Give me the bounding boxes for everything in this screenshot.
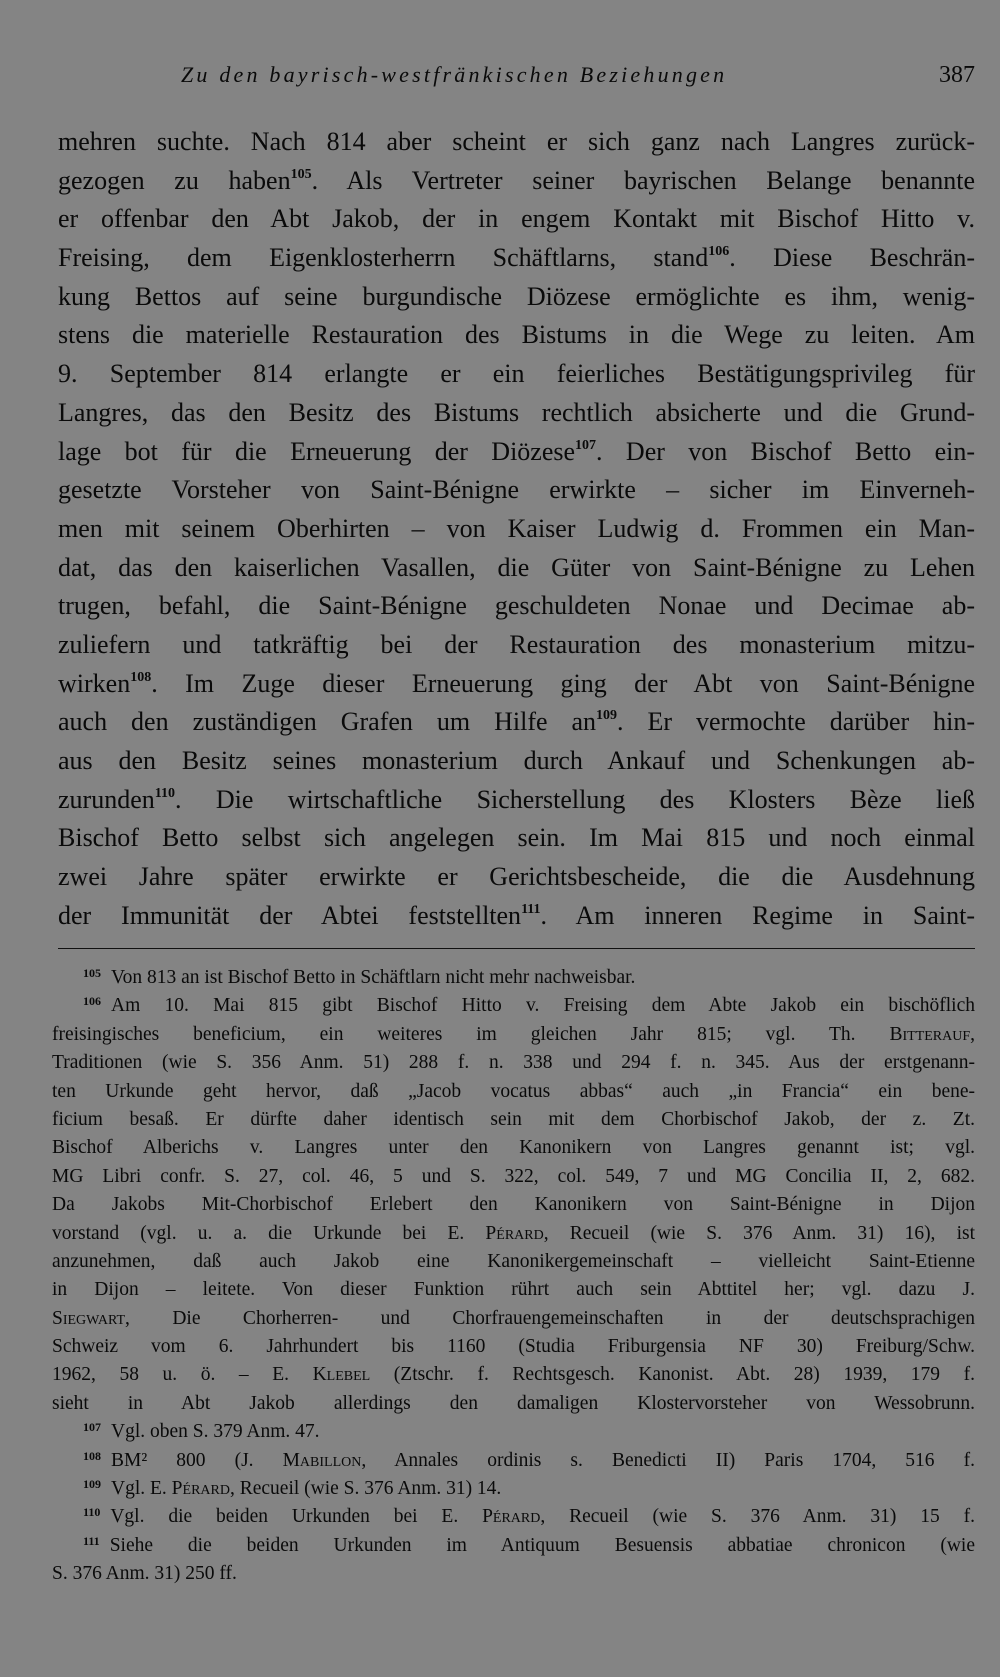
footnote-line <box>52 1163 975 1191</box>
text-run: , Recueil (wie S. 376 Anm. 31) 14. <box>229 1478 502 1500</box>
footnote-reference: 108 <box>130 669 152 685</box>
text-line <box>58 394 975 433</box>
text-run: stens die materielle Restauration des Bistums in die Wege zu leiten. Am <box>58 320 975 350</box>
text-run: ten Urkunde geht hervor, daß „Jacob vocatus abbas“ auch „in Francia“ ein bene- <box>52 1080 975 1102</box>
text-run: . Im Zuge dieser Erneuerung ging der Abt von Saint-Bénigne <box>151 668 975 698</box>
text-run: . Diese Beschrän- <box>729 243 975 273</box>
text-run: . Der von Bischof Betto ein- <box>596 436 976 466</box>
footnote-line <box>52 1276 975 1304</box>
text-line <box>58 703 975 742</box>
text-run: Vgl. oben S. 379 Anm. 47. <box>111 1421 320 1443</box>
text-run: (Ztschr. f. Rechtsgesch. Kanonist. Abt. 28) 1939, 179 f. <box>370 1364 975 1386</box>
text-run: Von 813 an ist Bischof Betto in Schäftlarn nicht mehr nachweisbar. <box>111 967 636 988</box>
text-run: mehren suchte. Nach 814 aber scheint er sich ganz nach Langres zurück- <box>58 127 975 156</box>
text-run: Freising, dem Eigenklosterherrn Schäftlarns, stand <box>58 243 709 273</box>
text-run: men mit seinem Oberhirten – von Kaiser Ludwig d. Frommen ein Man- <box>58 513 975 543</box>
text-run: sieht in Abt Jakob allerdings den damaligen Klostervorsteher von Wessobrunn. <box>52 1392 975 1414</box>
text-line <box>58 200 975 239</box>
author-name: Siegwart <box>52 1307 125 1329</box>
text-run: Traditionen (wie S. 356 Anm. 51) 288 f. n. 338 und 294 f. n. 345. Aus der erstgenann- <box>52 1052 975 1074</box>
text-run: MG Libri confr. S. 27, col. 46, 5 und S. 322, col. 549, 7 und MG Concilia II, 2, 682. <box>52 1165 975 1187</box>
text-run: vorstand (vgl. u. a. die Urkunde bei E. <box>52 1222 486 1244</box>
footnote-number: 110 <box>83 1505 101 1520</box>
page-number: 387 <box>939 62 975 88</box>
text-line <box>58 355 975 394</box>
footnote-number: 105 <box>83 966 101 980</box>
footnote-line-start <box>52 1418 975 1446</box>
text-line <box>58 316 975 355</box>
text-run: zuliefern und tatkräftig bei der Restauration des monasterium mitzu- <box>58 629 975 659</box>
text-run: S. 376 Anm. 31) 250 ff. <box>52 1563 237 1585</box>
text-run: der Immunität der Abtei feststellten <box>58 900 522 930</box>
footnote-number: 106 <box>83 994 101 1009</box>
author-name: Pérard <box>485 1222 544 1244</box>
text-line <box>58 626 975 665</box>
footnote-reference: 105 <box>290 166 312 182</box>
text-line <box>58 858 975 897</box>
text-line <box>58 123 975 162</box>
footnote-number: 108 <box>83 1448 101 1463</box>
text-run: kung Bettos auf seine burgundische Diözese ermöglichte es ihm, wenig- <box>58 281 975 311</box>
text-run: er offenbar den Abt Jakob, der in engem Kontakt mit Bischof Hitto v. <box>58 204 975 234</box>
page-header <box>58 62 975 98</box>
text-run: . Als Vertreter seiner bayrischen Belange benannte <box>311 165 975 195</box>
footnotes <box>52 964 975 1589</box>
text-run: , Recueil (wie S. 376 Anm. 31) 16), ist <box>543 1222 976 1244</box>
text-line <box>58 742 975 781</box>
text-run: 9. September 814 erlangte er ein feierliches Bestätigungsprivileg für <box>58 359 975 389</box>
text-run: dat, das den kaiserlichen Vasallen, die Güter von Saint-Bénigne zu Lehen <box>58 552 975 582</box>
footnote-line-start <box>52 1532 975 1560</box>
text-run: . Er vermochte darüber hin- <box>617 707 976 737</box>
footnote-line <box>52 1078 975 1106</box>
text-run: . Am inneren Regime in Saint- <box>540 900 975 930</box>
text-run: ficium besaß. Er dürfte daher identisch sein mit dem Chorbischof Jakob, der z. Zt. <box>52 1108 975 1130</box>
footnote-line <box>52 1220 975 1248</box>
footnote-line <box>52 1134 975 1162</box>
footnote-line <box>52 1106 975 1134</box>
footnote-reference: 109 <box>596 708 618 724</box>
text-run: Langres, das den Besitz des Bistums rechtlich absicherte und die Grund- <box>58 397 975 427</box>
main-text <box>58 123 975 935</box>
text-line <box>58 471 975 510</box>
text-line <box>58 433 975 472</box>
text-run: freisingisches beneficium, ein weiteres im gleichen Jahr 815; vgl. Th. <box>52 1023 890 1045</box>
text-run: zurunden <box>58 784 155 814</box>
text-run: Vgl. E. <box>111 1478 172 1500</box>
text-run: Am 10. Mai 815 gibt Bischof Hitto v. Freising dem Abte Jakob ein bischöflich <box>111 995 975 1017</box>
text-run: gezogen zu haben <box>58 165 291 195</box>
text-run: Vgl. die beiden Urkunden bei E. <box>110 1506 483 1528</box>
text-line <box>58 897 975 936</box>
footnote-separator <box>58 948 975 949</box>
text-run: auch den zuständigen Grafen um Hilfe an <box>58 707 597 737</box>
text-run: trugen, befahl, die Saint-Bénigne geschuldeten Nonae und Decimae ab- <box>58 591 975 621</box>
text-run: Bischof Betto selbst sich angelegen sein. Im Mai 815 und noch einmal <box>58 823 975 853</box>
footnote-line <box>52 1361 975 1389</box>
text-line <box>58 587 975 626</box>
footnote-number: 107 <box>83 1420 101 1435</box>
text-line <box>58 665 975 704</box>
footnote-line-start <box>52 1475 975 1503</box>
text-run: , Recueil (wie S. 376 Anm. 31) 15 f. <box>540 1506 975 1528</box>
footnote-line <box>52 1333 975 1361</box>
footnote-line <box>52 1049 975 1077</box>
footnote-line-start <box>52 1447 975 1475</box>
text-run: gesetzte Vorsteher von Saint-Bénigne erwirkte – sicher im Einverneh- <box>58 475 975 505</box>
author-name: Pérard <box>482 1506 541 1528</box>
text-run: anzunehmen, daß auch Jakob eine Kanonikergemeinschaft – vielleicht Saint-Etienne <box>52 1250 975 1272</box>
text-run: Siehe die beiden Urkunden im Antiquum Besuensis abbatiae chronicon (wie <box>109 1534 975 1556</box>
text-run: Bischof Alberichs v. Langres unter den Kanonikern von Langres genannt ist; vgl. <box>52 1137 975 1159</box>
footnote-number: 109 <box>83 1477 101 1492</box>
text-run: . Die wirtschaftliche Sicherstellung des Klosters Bèze ließ <box>174 784 975 814</box>
footnote-line-start <box>52 964 975 992</box>
footnote-line <box>52 1021 975 1049</box>
text-run: , Die Chorherren- und Chorfrauengemeinschaften in der deutschsprachigen <box>125 1307 975 1329</box>
footnote-reference: 107 <box>575 437 597 453</box>
running-title: Zu den bayrisch-westfränkischen Beziehungen <box>181 62 728 87</box>
footnote-line-start <box>52 992 975 1020</box>
text-run: Da Jakobs Mit-Chorbischof Erlebert den Kanonikern von Saint-Bénigne in Dijon <box>52 1194 975 1216</box>
footnote-reference: 110 <box>154 785 175 801</box>
author-name: Bitterauf <box>889 1023 971 1045</box>
footnote-line <box>52 1390 975 1418</box>
footnote-line <box>52 1248 975 1276</box>
text-line <box>58 162 975 201</box>
text-run: , <box>970 1023 975 1045</box>
footnote-number: 111 <box>83 1533 100 1548</box>
text-line <box>58 819 975 858</box>
text-line <box>58 510 975 549</box>
footnote-line-start <box>52 1503 975 1531</box>
footnote-line <box>52 1191 975 1219</box>
footnote-line <box>52 1560 975 1588</box>
text-run: aus den Besitz seines monasterium durch Ankauf und Schenkungen ab- <box>58 746 975 775</box>
footnote-reference: 111 <box>521 901 541 917</box>
author-name: Pérard <box>171 1478 230 1500</box>
text-run: Schweiz vom 6. Jahrhundert bis 1160 (Studia Friburgensia NF 30) Freiburg/Schw. <box>52 1336 975 1358</box>
text-line <box>58 549 975 588</box>
text-line <box>58 278 975 317</box>
text-run: , Annales ordinis s. Benedicti II) Paris 1704, 516 f. <box>361 1449 975 1471</box>
footnote-line <box>52 1305 975 1333</box>
text-run: BM² 800 (J. <box>111 1449 283 1471</box>
text-run: in Dijon – leitete. Von dieser Funktion rührt auch sein Abttitel her; vgl. dazu J. <box>52 1279 975 1301</box>
text-run: wirken <box>58 668 131 698</box>
footnote-reference: 106 <box>708 244 730 260</box>
text-line <box>58 781 975 820</box>
text-run: 1962, 58 u. ö. – E. <box>52 1364 313 1386</box>
text-run: zwei Jahre später erwirkte er Gerichtsbescheide, die die Ausdehnung <box>58 862 975 892</box>
author-name: Mabillon <box>282 1449 362 1471</box>
author-name: Klebel <box>312 1364 371 1386</box>
text-run: lage bot für die Erneuerung der Diözese <box>58 436 576 466</box>
text-line <box>58 239 975 278</box>
